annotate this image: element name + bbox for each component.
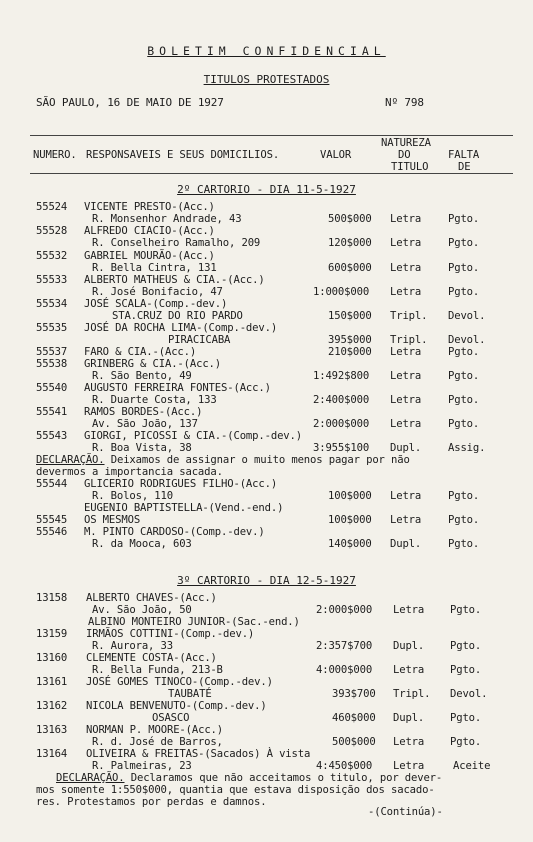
row-nature: Letra: [390, 237, 422, 249]
col-falta-2: DE: [458, 161, 471, 173]
row-address: R. Duarte Costa, 133: [92, 394, 217, 406]
row-nature: Letra: [390, 286, 422, 298]
row-address: Av. São João, 137: [92, 418, 198, 430]
row-number: 55543: [36, 430, 68, 442]
row-name: CLEMENTE COSTA-(Acc.): [86, 652, 217, 664]
row-reason: Pgto.: [450, 736, 482, 748]
row-name: GLICERIO RODRIGUES FILHO-(Acc.): [84, 478, 278, 490]
row-address: R. Bella Funda, 213-B: [92, 664, 223, 676]
col-natureza-3: TITULO: [391, 161, 429, 173]
section-heading-3-cartorio: 3º CARTORIO - DIA 12-5-1927: [177, 574, 356, 587]
row-value: 1:000$000: [313, 286, 370, 298]
row-value: 2:000$000: [316, 604, 373, 616]
row-number: 13162: [36, 700, 68, 712]
row-reason: Pgto.: [448, 538, 480, 550]
col-natureza-2: DO: [398, 149, 411, 161]
header-rule-top: [30, 135, 513, 136]
row-number: 55528: [36, 225, 68, 237]
row-number: 55533: [36, 274, 68, 286]
row-number: 55537: [36, 346, 68, 358]
col-numero: NUMERO.: [33, 149, 77, 161]
row-nature: Letra: [390, 490, 422, 502]
row-nature: Letra: [390, 514, 422, 526]
row-value: 120$000: [328, 237, 372, 249]
row-nature: Tripl.: [390, 310, 428, 322]
row-number: 13164: [36, 748, 68, 760]
row-address: Av. São João, 50: [92, 604, 192, 616]
row-reason: Pgto.: [448, 418, 480, 430]
row-name: RAMOS BORDES-(Acc.): [84, 406, 203, 418]
row-value: 2:000$000: [313, 418, 370, 430]
col-falta-1: FALTA: [448, 149, 480, 161]
row-value: 100$000: [328, 514, 372, 526]
row-number: 13158: [36, 592, 68, 604]
row-reason: Pgto.: [448, 394, 480, 406]
row-number: 13161: [36, 676, 68, 688]
row-reason: Devol.: [448, 310, 486, 322]
row-number: 13159: [36, 628, 68, 640]
row-value: 210$000: [328, 346, 372, 358]
row-value: 150$000: [328, 310, 372, 322]
row-name: GABRIEL MOURÃO-(Acc.): [84, 250, 215, 262]
row-name: GIORGI, PICOSSI & CIA.-(Comp.-dev.): [84, 430, 302, 442]
row-address: PIRACICABA: [168, 334, 231, 346]
col-valor: VALOR: [320, 149, 352, 161]
row-address: R. da Mooca, 603: [92, 538, 192, 550]
row-number: 55535: [36, 322, 68, 334]
row-address: TAUBATÉ: [168, 688, 212, 700]
row-value: 2:357$700: [316, 640, 373, 652]
row-nature: Letra: [390, 346, 422, 358]
row-value: 395$000: [328, 334, 372, 346]
row-nature: Letra: [390, 262, 422, 274]
row-reason: Pgto.: [448, 346, 480, 358]
row-reason: Pgto.: [450, 640, 482, 652]
row-value: 4:450$000: [316, 760, 373, 772]
row-name: JOSÉ GOMES TINOCO-(Comp.-dev.): [86, 676, 273, 688]
row-name: OS MESMOS: [84, 514, 141, 526]
declaration-paragraph: [56, 772, 442, 784]
row-nature: Tripl.: [390, 334, 428, 346]
row-nature: Dupl.: [393, 712, 425, 724]
row-nature: Letra: [390, 213, 422, 225]
row-name: AUGUSTO FERREIRA FONTES-(Acc.): [84, 382, 271, 394]
row-address: R. São Bento, 49: [92, 370, 192, 382]
row-value: 500$000: [328, 213, 372, 225]
row-number: 55546: [36, 526, 68, 538]
row-number: 55541: [36, 406, 68, 418]
row-reason: Devol.: [450, 688, 488, 700]
row-reason: Pgto.: [448, 262, 480, 274]
continued-note: -(Continúa)-: [368, 806, 443, 818]
row-value: 2:400$000: [313, 394, 370, 406]
declaration-text-cont: res. Protestamos por perdas e damnos.: [36, 796, 267, 808]
row-value: 140$000: [328, 538, 372, 550]
row-nature: Letra: [393, 736, 425, 748]
row-value: 1:492$800: [313, 370, 370, 382]
row-name: EUGENIO BAPTISTELLA-(Vend.-end.): [84, 502, 284, 514]
row-nature: Letra: [390, 418, 422, 430]
col-natureza-1: NATUREZA: [381, 137, 431, 149]
row-address: R. d. José de Barros,: [92, 736, 223, 748]
row-value: 3:955$100: [313, 442, 370, 454]
row-name: IRMÃOS COTTINI-(Comp.-dev.): [86, 628, 255, 640]
row-nature: Dupl.: [390, 538, 422, 550]
row-address: R. José Bonifacio, 47: [92, 286, 223, 298]
row-nature: Letra: [393, 604, 425, 616]
row-reason: Pgto.: [448, 237, 480, 249]
row-value: 460$000: [332, 712, 376, 724]
row-number: 55540: [36, 382, 68, 394]
row-number: 55534: [36, 298, 68, 310]
col-responsaveis: RESPONSAVEIS E SEUS DOMICILIOS.: [86, 149, 280, 161]
row-value: 500$000: [332, 736, 376, 748]
declaration-text: Declaramos que não acceitamos o titulo, por dever-: [124, 772, 443, 784]
row-reason: Pgto.: [450, 604, 482, 616]
row-name: FARO & CIA.-(Acc.): [84, 346, 197, 358]
row-name: ALBERTO MATHEUS & CIA.-(Acc.): [84, 274, 265, 286]
row-nature: Tripl.: [393, 688, 431, 700]
declaration-paragraph: [36, 454, 410, 466]
row-nature: Dupl.: [390, 442, 422, 454]
row-nature: Letra: [393, 664, 425, 676]
document-title: BOLETIM CONFIDENCIAL: [147, 44, 386, 58]
header-rule-bottom: [30, 173, 513, 174]
row-nature: Letra: [390, 394, 422, 406]
row-reason: Pgto.: [448, 514, 480, 526]
row-value: 4:000$000: [316, 664, 373, 676]
row-nature: Dupl.: [393, 640, 425, 652]
city-date: SÃO PAULO, 16 DE MAIO DE 1927: [36, 96, 224, 109]
row-number: 55544: [36, 478, 68, 490]
document-subtitle: TITULOS PROTESTADOS: [203, 73, 330, 86]
row-number: 13160: [36, 652, 68, 664]
row-name: ALBINO MONTEIRO JUNIOR-(Sac.-end.): [88, 616, 300, 628]
row-reason: Aceite: [453, 760, 491, 772]
section-heading-2-cartorio: 2º CARTORIO - DIA 11-5-1927: [177, 183, 356, 196]
row-name: GRINBERG & CIA.-(Acc.): [84, 358, 222, 370]
row-name: M. PINTO CARDOSO-(Comp.-dev.): [84, 526, 265, 538]
row-value: 600$000: [328, 262, 372, 274]
row-nature: Letra: [393, 760, 425, 772]
row-number: 13163: [36, 724, 68, 736]
row-number: 55524: [36, 201, 68, 213]
row-address: R. Monsenhor Andrade, 43: [92, 213, 242, 225]
declaration-text-cont: devermos a importancia sacada.: [36, 466, 223, 478]
row-name: NICOLA BENVENUTO-(Comp.-dev.): [86, 700, 267, 712]
row-reason: Pgto.: [448, 213, 480, 225]
row-address: R. Conselheiro Ramalho, 209: [92, 237, 261, 249]
row-address: R. Palmeiras, 23: [92, 760, 192, 772]
row-address: STA.CRUZ DO RIO PARDO: [112, 310, 243, 322]
row-name: NORMAN P. MOORE-(Acc.): [86, 724, 224, 736]
row-value: 100$000: [328, 490, 372, 502]
row-name: ALBERTO CHAVES-(Acc.): [86, 592, 217, 604]
row-reason: Pgto.: [448, 286, 480, 298]
row-name: JOSÉ SCALA-(Comp.-dev.): [84, 298, 228, 310]
row-reason: Pgto.: [450, 664, 482, 676]
row-reason: Devol.: [448, 334, 486, 346]
declaration-label: DECLARAÇÃO.: [36, 454, 105, 466]
issue-number: Nº 798: [385, 96, 424, 109]
row-name: VICENTE PRESTO-(Acc.): [84, 201, 215, 213]
row-reason: Pgto.: [448, 370, 480, 382]
row-number: 55532: [36, 250, 68, 262]
row-name: OLIVEIRA & FREITAS-(Sacados) À vista: [86, 748, 311, 760]
row-address: R. Bella Cintra, 131: [92, 262, 217, 274]
row-address: R. Boa Vista, 38: [92, 442, 192, 454]
row-address: OSASCO: [152, 712, 190, 724]
row-reason: Assig.: [448, 442, 486, 454]
row-value: 393$700: [332, 688, 376, 700]
declaration-text: Deixamos de assignar o muito menos pagar por não: [104, 454, 410, 466]
row-number: 55538: [36, 358, 68, 370]
row-address: R. Aurora, 33: [92, 640, 173, 652]
row-name: ALFREDO CIACIO-(Acc.): [84, 225, 215, 237]
row-address: R. Bolos, 110: [92, 490, 173, 502]
row-reason: Pgto.: [450, 712, 482, 724]
row-nature: Letra: [390, 370, 422, 382]
row-number: 55545: [36, 514, 68, 526]
declaration-label: DECLARAÇÃO.: [56, 772, 125, 784]
row-reason: Pgto.: [448, 490, 480, 502]
row-name: JOSÉ DA ROCHA LIMA-(Comp.-dev.): [84, 322, 278, 334]
declaration-text-cont: mos somente 1:550$000, quantia que estava disposição dos sacado-: [36, 784, 435, 796]
